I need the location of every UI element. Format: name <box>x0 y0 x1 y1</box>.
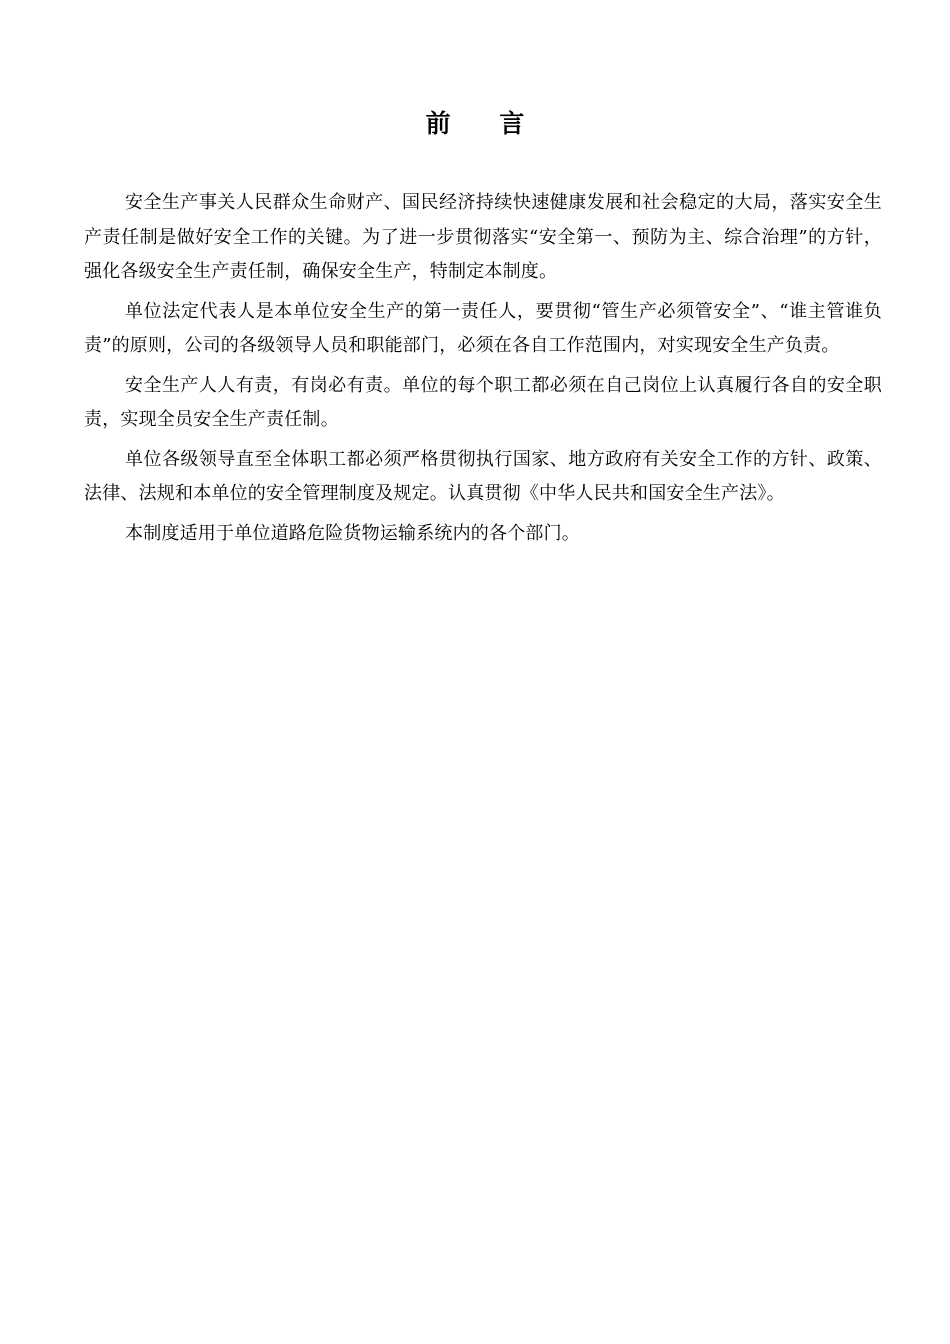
paragraph-5: 本制度适用于单位道路危险货物运输系统内的各个部门。 <box>125 522 580 544</box>
paragraph-3: 安全生产人人有责，有岗必有责。单位的每个职工都必须在自己岗位上认真履行各自的安全职责，实现全员安全生产责任制。 <box>84 374 882 430</box>
page-title: 前 言 <box>425 109 545 138</box>
paragraph-4: 单位各级领导直至全体职工都必须严格贯彻执行国家、地方政府有关安全工作的方针、政策、法律、法规和本单位的安全管理制度及规定。认真贯彻《中华人民共和国安全生产法》。 <box>84 448 882 504</box>
paragraph-1: 安全生产事关人民群众生命财产、国民经济持续快速健康发展和社会稳定的大局，落实安全生产责任制是做好安全工作的关键。为了进一步贯彻落实“安全第一、预防为主、综合治理”的方针，强化各级安全生产责任制，确保安全生产，特制定本制度。 <box>84 192 882 282</box>
document-body <box>84 186 882 556</box>
paragraph-2: 单位法定代表人是本单位安全生产的第一责任人，要贯彻“管生产必须管安全”、“谁主管谁负责”的原则，公司的各级领导人员和职能部门，必须在各自工作范围内，对实现安全生产负责。 <box>84 300 882 356</box>
